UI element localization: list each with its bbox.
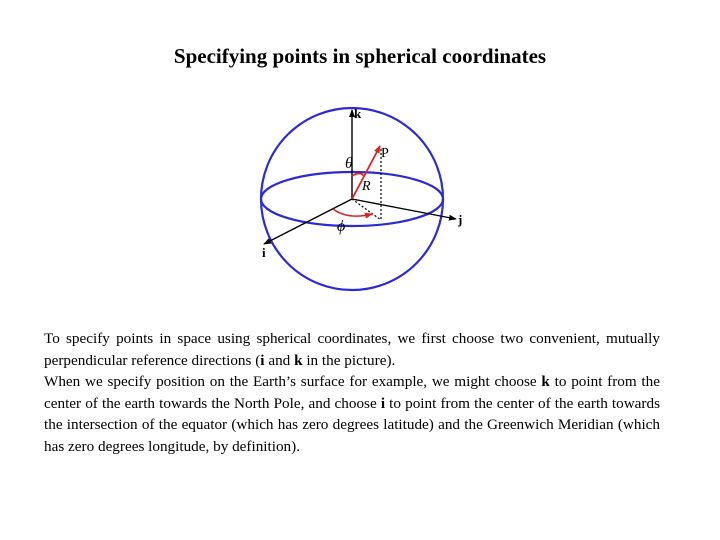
theta-arc — [352, 174, 364, 177]
p2-text-b: to point from the center of the earth towards the North Pole, and choose — [44, 373, 660, 412]
slide-title: Specifying points in spherical coordinates — [173, 44, 547, 68]
p1-text-c: in the picture). — [302, 351, 396, 369]
i-label: i — [262, 245, 266, 260]
p1-text-a: To specify points in space using spherical coordinates, we first choose two convenient, mutually perpendicular reference directions ( — [44, 330, 660, 369]
p2-k-vector: k — [541, 373, 550, 390]
P-label: P — [381, 146, 389, 161]
j-label: j — [458, 212, 463, 227]
body-text — [44, 328, 660, 457]
p2-text-a: When we specify position on the Earth’s surface for example, we might choose — [44, 373, 542, 390]
p2-text-c: to point from the center of the earth towards the intersection of the equator (which has zero degrees latitude) and the Greenwich Meridian (which has zero degrees longitude, by definition). — [44, 394, 660, 455]
p2-i-vector: i — [380, 394, 386, 412]
theta-label: θ — [345, 155, 353, 172]
R-label: R — [362, 179, 371, 194]
p1-k-vector: k — [294, 351, 303, 369]
phi-arc — [333, 209, 372, 216]
j-axis — [352, 199, 456, 219]
p1-text-b: and — [264, 351, 295, 369]
p1-i-vector: i — [260, 351, 265, 369]
paragraph-1 — [44, 328, 660, 371]
phi-label: ϕ — [337, 218, 346, 235]
k-label: k — [354, 106, 362, 121]
paragraph-2 — [44, 371, 660, 457]
